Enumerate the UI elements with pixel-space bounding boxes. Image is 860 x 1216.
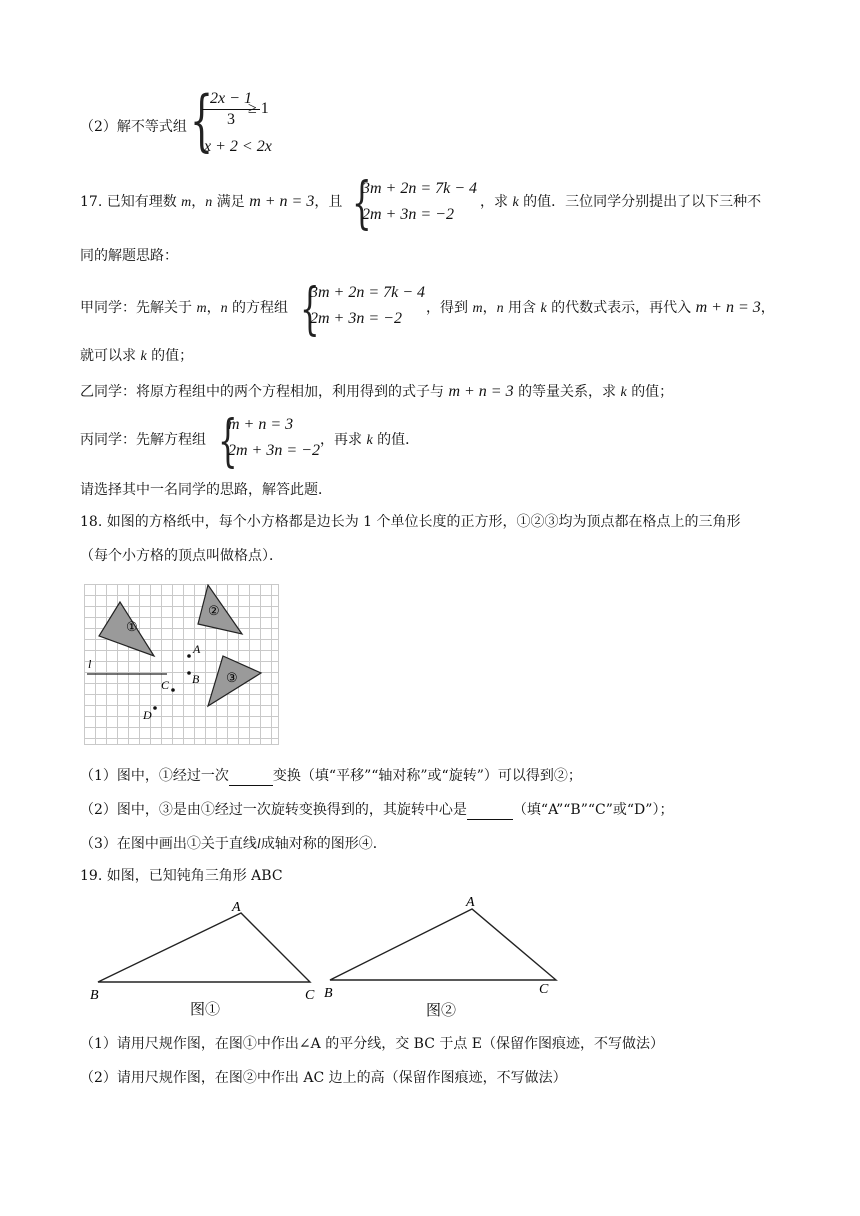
- text: 乙同学：将原方程组中的两个方程相加，利用得到的式子与: [80, 384, 444, 400]
- var-m: m: [472, 301, 483, 316]
- text: 成轴对称的图形④．: [260, 836, 387, 852]
- system-eq-1: 3m + 2n = 7k − 4: [362, 180, 478, 197]
- text: ，得到: [426, 300, 468, 316]
- fig1-label-B: B: [90, 988, 99, 1003]
- condition-eq: m + n = 3: [695, 299, 761, 316]
- text: ，: [206, 300, 221, 316]
- inequality-2: x + 2 < 2x: [204, 138, 272, 155]
- q16-2-label: （2）解不等式组: [80, 119, 187, 135]
- point-D: [153, 706, 157, 710]
- var-k: k: [140, 349, 147, 364]
- text: 的值；: [631, 384, 674, 400]
- question-number: 17.: [80, 194, 103, 210]
- q18-line-2: （每个小方格的顶点叫做格点）．: [80, 548, 283, 564]
- label-circled-3: ③: [226, 670, 238, 685]
- system-brace: {: [352, 171, 372, 236]
- fig1-label-C: C: [305, 988, 315, 1003]
- grid-lines: [84, 584, 279, 745]
- bing-line-b: [320, 430, 419, 451]
- text: 就可以求: [80, 348, 136, 364]
- text: ，: [482, 300, 497, 316]
- q19-sub-2: （2）请用尺规作图，在图②中作出 AC 边上的高（保留作图痕迹，不写做法）: [80, 1070, 567, 1086]
- jia-line-1b: [426, 298, 775, 319]
- q18-sub-1: [80, 766, 582, 786]
- system-eq-2: 2m + 3n = −2: [362, 206, 454, 223]
- q19-line-1: 19. 如图，已知钝角三角形 ABC: [80, 868, 283, 884]
- q17-line-1b: [480, 192, 761, 213]
- system-brace: {: [218, 409, 238, 474]
- bing-line: [80, 430, 206, 450]
- jia-system-eq-1: 3m + 2n = 7k − 4: [310, 284, 426, 301]
- jia-system-eq-2: 2m + 3n = −2: [310, 310, 402, 327]
- text: 满足: [216, 194, 245, 210]
- fraction-numerator: 2x − 1: [210, 90, 252, 107]
- var-n: n: [220, 301, 228, 316]
- text: 的代数式表示，再代入: [551, 300, 692, 316]
- q17-line-1: [80, 192, 342, 213]
- text: ，: [760, 300, 775, 316]
- text: ，再求: [320, 432, 362, 448]
- var-n: n: [496, 301, 504, 316]
- yi-line: [80, 382, 673, 403]
- inequality-1-relation: ≥ 1: [248, 100, 269, 117]
- var-k: k: [540, 301, 547, 316]
- point-C: [171, 688, 175, 692]
- var-l: l: [256, 837, 261, 852]
- figure-1: [84, 890, 334, 1020]
- answer-blank-2[interactable]: [467, 805, 513, 820]
- text: 的值．三位同学分别提出了以下三种不: [523, 194, 762, 210]
- bing-system-eq-2: 2m + 3n = −2: [228, 442, 320, 459]
- bing-system-eq-1: m + n = 3: [228, 416, 294, 433]
- label-C: C: [161, 678, 170, 692]
- triangle-abc-2: [330, 909, 556, 980]
- q18-line-1: 18. 如图的方格纸中，每个小方格都是边长为 1 个单位长度的正方形，①②③均为顶点都在格点上的三角形: [80, 514, 741, 530]
- text: ，: [191, 194, 206, 210]
- fig1-label-A: A: [232, 900, 241, 915]
- fig2-label-A: A: [466, 895, 475, 910]
- fig2-label-C: C: [539, 982, 549, 997]
- text: （3）在图中画出①关于直线: [80, 836, 257, 852]
- q17-choose: 请选择其中一名同学的思路，解答此题．: [80, 482, 332, 498]
- text: 的值；: [151, 348, 194, 364]
- var-m: m: [196, 301, 207, 316]
- q17-line-2: 同的解题思路：: [80, 248, 178, 264]
- text: 丙同学：先解方程组: [80, 432, 206, 448]
- q18-sub-2: [80, 800, 673, 820]
- text: 的等量关系，求: [518, 384, 617, 400]
- condition-eq: m + n = 3: [249, 193, 315, 210]
- fraction-denominator: 3: [227, 111, 235, 128]
- label-circled-1: ①: [126, 619, 138, 634]
- var-n: n: [205, 195, 213, 210]
- var-k: k: [366, 433, 373, 448]
- label-B: B: [192, 672, 200, 686]
- label-l: l: [88, 657, 92, 671]
- text: 已知有理数: [106, 194, 177, 210]
- system-brace: {: [300, 277, 320, 342]
- jia-line-2: [80, 346, 193, 367]
- text: ，且: [314, 194, 343, 210]
- var-k: k: [512, 195, 519, 210]
- text: ，求: [480, 194, 508, 210]
- text: （填“A”“B”“C”或“D”）；: [512, 802, 674, 818]
- figure-2: [320, 888, 570, 1020]
- system-brace: {: [190, 82, 214, 159]
- q19-sub-1: （1）请用尺规作图，在图①中作出∠A 的平分线，交 BC 于点 E（保留作图痕迹，不写做法）: [80, 1036, 665, 1052]
- fig1-caption: 图①: [190, 1002, 221, 1018]
- text: 用含: [508, 300, 537, 316]
- var-m: m: [181, 195, 192, 210]
- text: 甲同学：先解关于: [80, 300, 192, 316]
- fig2-caption: 图②: [426, 1003, 457, 1019]
- label-D: D: [143, 708, 152, 722]
- jia-line-1: [80, 298, 288, 319]
- label-circled-2: ②: [208, 603, 220, 618]
- triangle-2: [198, 585, 242, 634]
- triangle-abc-1: [98, 913, 310, 982]
- var-k: k: [620, 385, 627, 400]
- q18-sub-3: [80, 834, 387, 855]
- text: 的值．: [377, 432, 420, 448]
- point-A: [187, 654, 191, 658]
- answer-blank-1[interactable]: [229, 771, 273, 786]
- text: （1）图中，①经过一次: [80, 768, 229, 784]
- grid-figure: [84, 584, 280, 746]
- text: 的方程组: [232, 300, 289, 316]
- text: 变换（填“平移”“轴对称”或“旋转”）可以得到②；: [272, 768, 582, 784]
- label-A: A: [193, 642, 201, 656]
- fig2-label-B: B: [324, 986, 333, 1001]
- text: （2）图中，③是由①经过一次旋转变换得到的，其旋转中心是: [80, 802, 467, 818]
- point-B: [187, 671, 191, 675]
- condition-eq: m + n = 3: [448, 383, 514, 400]
